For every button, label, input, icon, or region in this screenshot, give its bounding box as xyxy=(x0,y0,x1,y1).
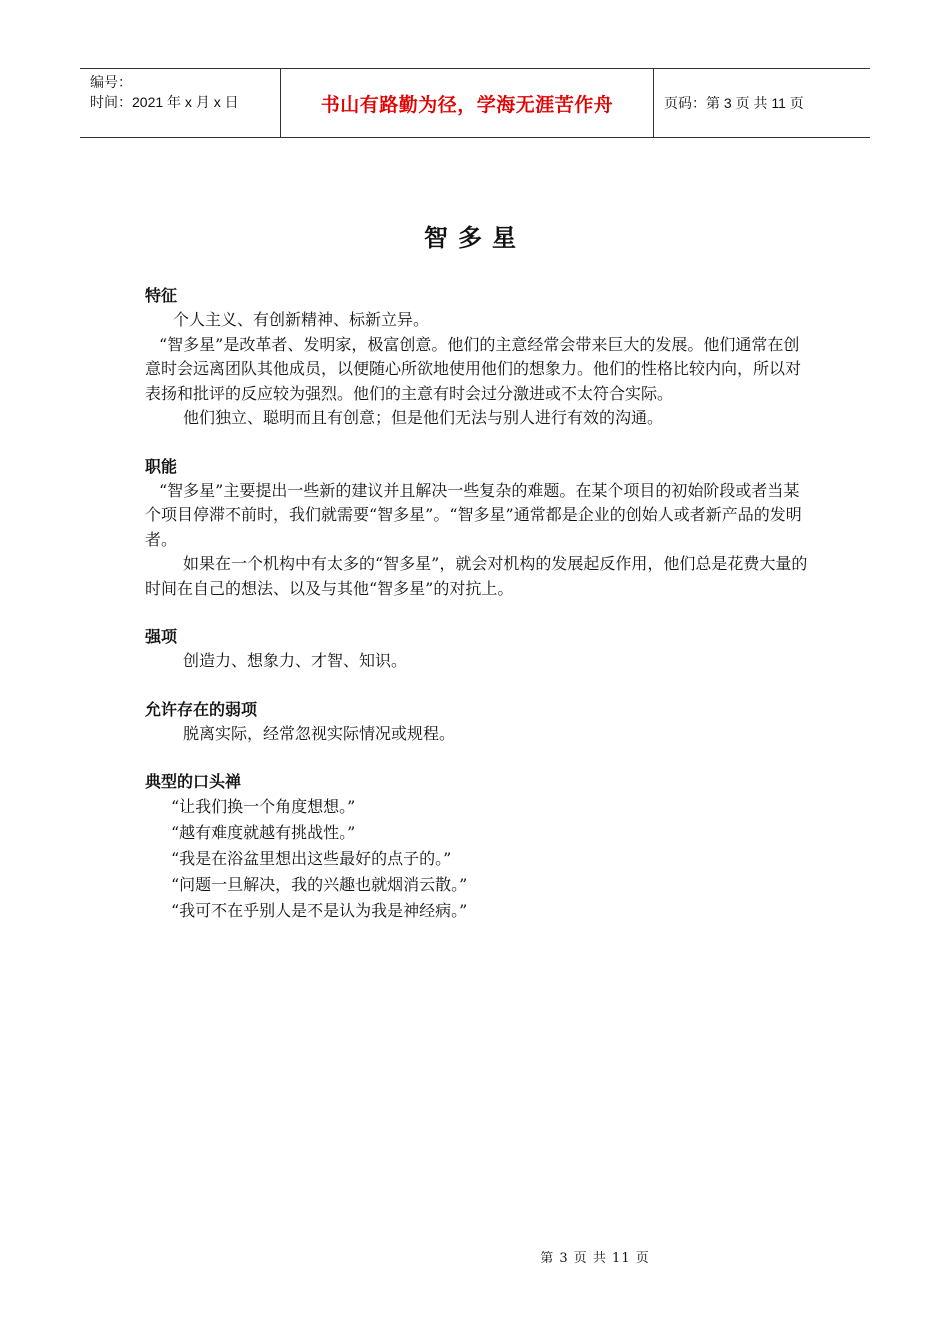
footer-page-number: 第 3 页 共 11 页 xyxy=(540,1251,650,1266)
phrase-item: “越有难度就越有挑战性。” xyxy=(171,823,356,842)
weaknesses-paragraph: 脱离实际，经常忽视实际情况或规程。 xyxy=(183,723,456,743)
page-footer xyxy=(0,1247,950,1266)
section-heading-weaknesses: 允许存在的弱项 xyxy=(145,699,258,719)
section-heading-features: 特征 xyxy=(145,286,178,305)
features-paragraph-2: “智多星”是改革者、发明家，极富创意。他们的主意经常会带来巨大的发展。他们通常在创意时会远离团队其他成员，以便随心所欲地使用他们的想象力。他们的性格比较内向，所以对表扬和批评的反应较为强烈。他们的主意有时会过分激进或不太符合实际。 xyxy=(145,334,802,403)
strengths-paragraph: 创造力、想象力、才智、知识。 xyxy=(183,651,408,670)
section-heading-role: 职能 xyxy=(145,456,178,476)
role-paragraph-1: “智多星”主要提出一些新的建议并且解决一些复杂的难题。在某个项目的初始阶段或者当某个项目停滞不前时，我们就需要“智多星”。“智多星”通常都是企业的创始人或者新产品的发明者。 xyxy=(145,480,802,549)
document-time-label: 时间：2021 年 x 月 x 日 xyxy=(90,94,239,110)
page-header xyxy=(80,68,870,138)
document-number-label: 编号： xyxy=(90,74,132,90)
phrase-item: “我是在浴盆里想出这些最好的点子的。” xyxy=(171,849,452,868)
features-paragraph-3: 他们独立、聪明而且有创意；但是他们无法与别人进行有效的沟通。 xyxy=(183,408,664,427)
document-body xyxy=(145,284,815,924)
phrase-item: “让我们换一个角度想想。” xyxy=(171,797,356,816)
header-meta xyxy=(80,69,281,137)
features-paragraph-1: 个人主义、有创新精神、标新立异。 xyxy=(173,310,430,329)
header-motto: 书山有路勤为径，学海无涯苦作舟 xyxy=(281,69,654,137)
phrase-item: “我可不在乎别人是不是认为我是神经病。” xyxy=(171,901,468,920)
section-heading-strengths: 强项 xyxy=(145,627,178,646)
role-paragraph-2: 如果在一个机构中有太多的“智多星”，就会对机构的发展起反作用，他们总是花费大量的时间在自己的想法、以及与其他“智多星”的对抗上。 xyxy=(145,554,808,598)
header-page-info: 页码：第 3 页 共 11 页 xyxy=(664,95,804,111)
document-title: 智多星 xyxy=(424,224,526,252)
section-heading-phrases: 典型的口头禅 xyxy=(145,772,242,791)
phrase-item: “问题一旦解决，我的兴趣也就烟消云散。” xyxy=(171,875,468,894)
